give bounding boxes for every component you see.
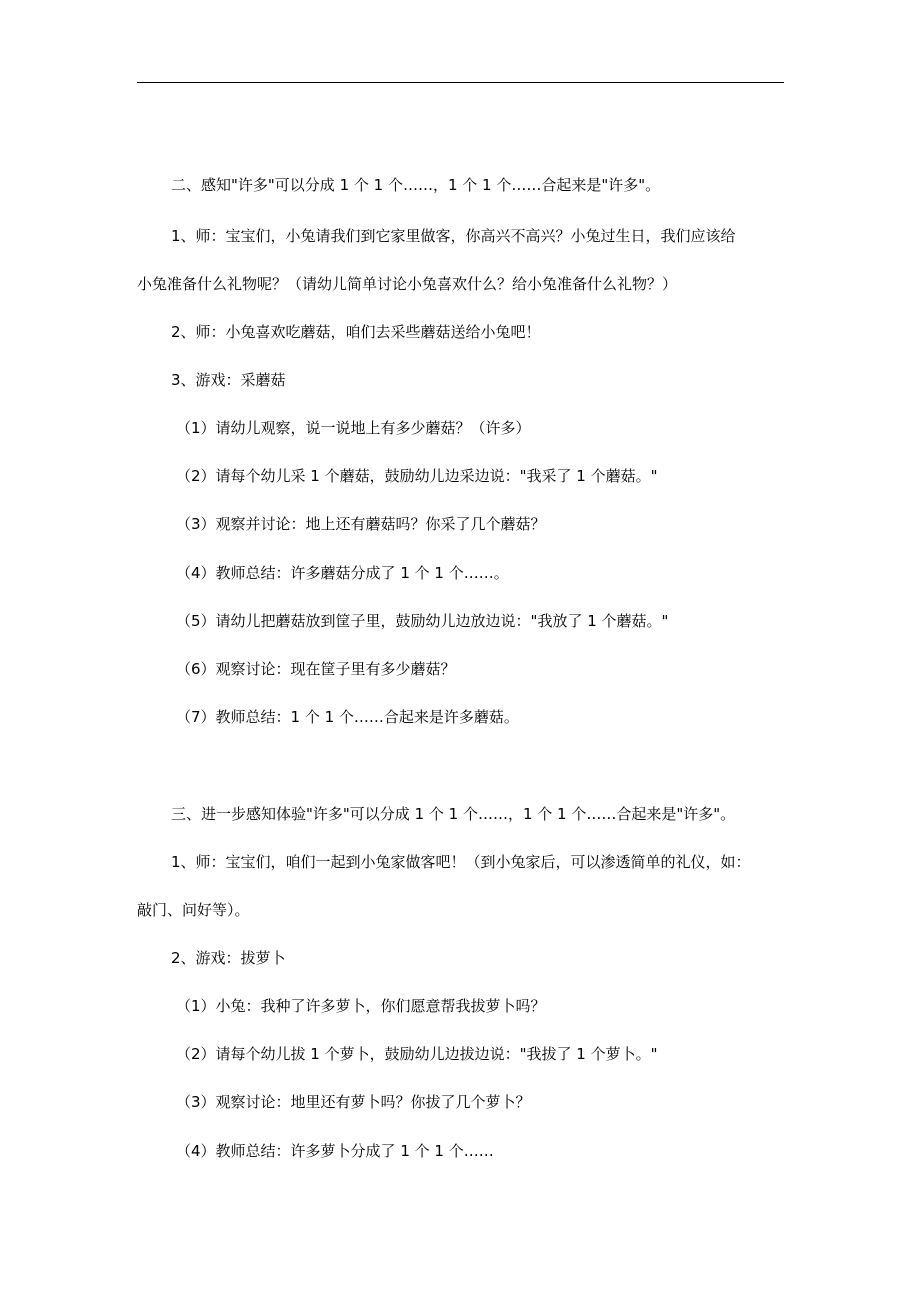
list-item: （3）观察并讨论：地上还有蘑菇吗？你采了几个蘑菇？	[176, 515, 546, 533]
list-item: （6）观察讨论：现在筐子里有多少蘑菇？	[176, 660, 456, 678]
paragraph: 2、师：小兔喜欢吃蘑菇，咱们去采些蘑菇送给小兔吧！	[171, 323, 541, 341]
paragraph: 1、师：宝宝们，小兔请我们到它家里做客，你高兴不高兴？小兔过生日，我们应该给	[171, 227, 736, 245]
paragraph-continuation: 小兔准备什么礼物呢？（请幼儿简单讨论小兔喜欢什么？给小兔准备什么礼物？）	[137, 275, 678, 293]
section-heading-3: 三、进一步感知体验"许多"可以分成 1 个 1 个……，1 个 1 个……合起来是"许多"。	[171, 805, 736, 823]
list-item: （2）请每个幼儿拔 1 个萝卜，鼓励幼儿边拔边说："我拔了 1 个萝卜。"	[176, 1045, 658, 1063]
paragraph: 3、游戏：采蘑菇	[171, 371, 286, 389]
list-item: （7）教师总结：1 个 1 个……合起来是许多蘑菇。	[176, 708, 519, 726]
section-heading-2: 二、感知"许多"可以分成 1 个 1 个……，1 个 1 个……合起来是"许多"。	[171, 176, 661, 194]
list-item: （4）教师总结：许多蘑菇分成了 1 个 1 个……。	[176, 564, 509, 582]
header-rule	[137, 82, 784, 83]
list-item: （1）请幼儿观察，说一说地上有多少蘑菇？（许多）	[176, 419, 531, 437]
paragraph: 1、师：宝宝们，咱们一起到小兔家做客吧！（到小兔家后，可以渗透简单的礼仪，如：	[171, 853, 751, 871]
list-item: （4）教师总结：许多萝卜分成了 1 个 1 个……	[176, 1142, 494, 1160]
list-item: （2）请每个幼儿采 1 个蘑菇，鼓励幼儿边采边说："我采了 1 个蘑菇。"	[176, 467, 658, 485]
list-item: （5）请幼儿把蘑菇放到筐子里，鼓励幼儿边放边说："我放了 1 个蘑菇。"	[176, 612, 669, 630]
list-item: （1）小兔：我种了许多萝卜，你们愿意帮我拔萝卜吗？	[176, 997, 546, 1015]
paragraph: 2、游戏：拔萝卜	[171, 949, 286, 967]
list-item: （3）观察讨论：地里还有萝卜吗？你拔了几个萝卜？	[176, 1093, 531, 1111]
paragraph-continuation: 敲门、问好等）。	[137, 901, 250, 919]
